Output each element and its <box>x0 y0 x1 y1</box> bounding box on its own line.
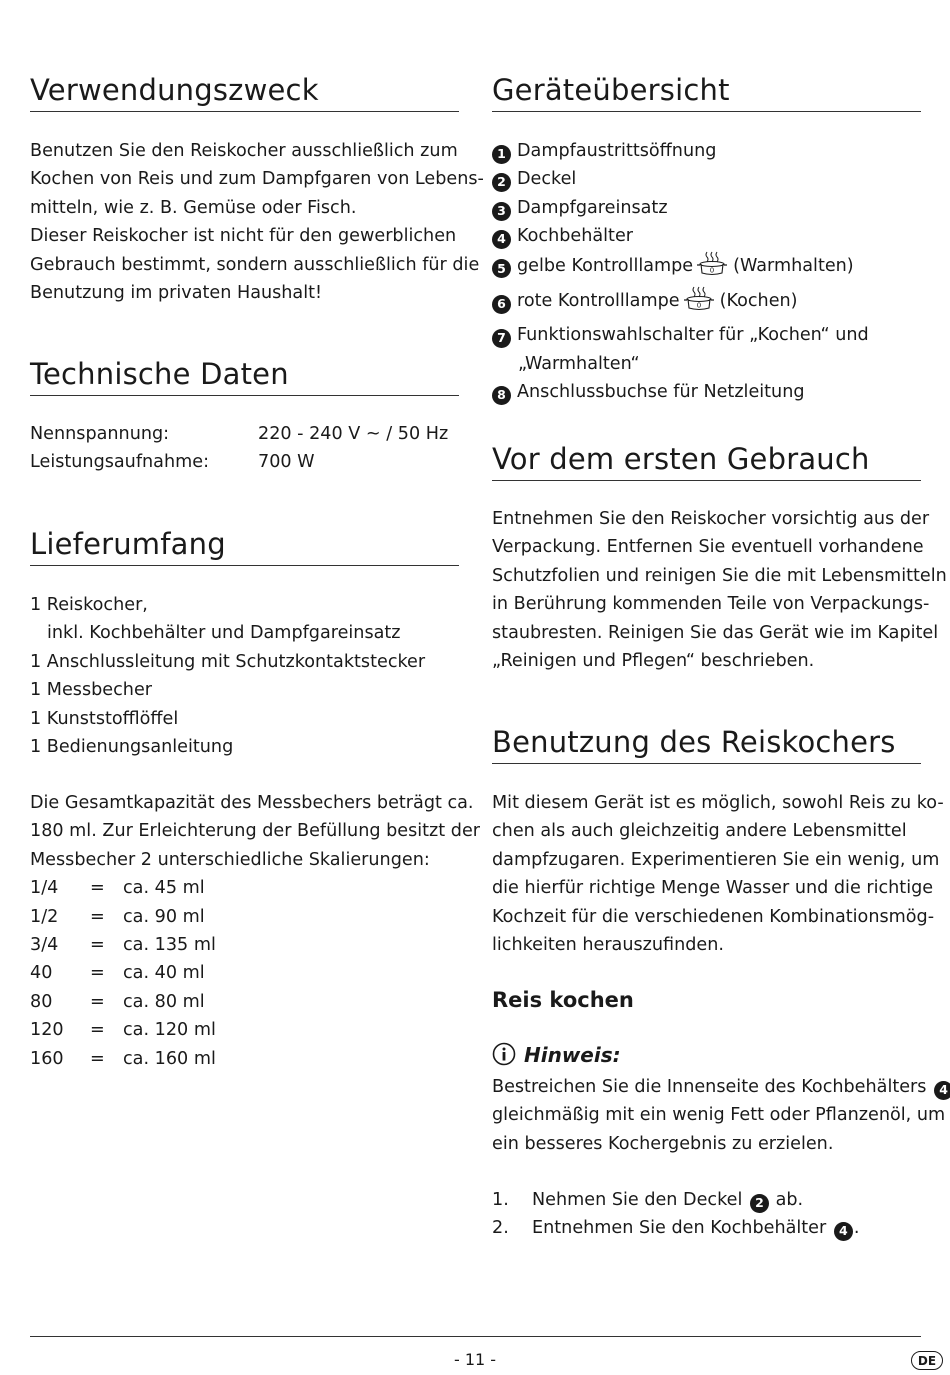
spec-row <box>30 448 459 476</box>
heading-geraeteuebersicht: Geräteübersicht <box>492 70 921 112</box>
spec-label: Leistungsaufnahme: <box>30 452 210 473</box>
spec-value: 700 W <box>258 452 315 473</box>
part-label: gelbe Kontrolllampe <box>517 255 694 276</box>
number-badge: 4 <box>934 1081 950 1100</box>
measure-mark: 1/2 <box>30 906 59 927</box>
verwendung-text <box>30 137 484 307</box>
measure-amount: ca. 90 ml <box>123 906 205 927</box>
text-line: chen als auch gleichzeitig andere Lebensmittel <box>492 821 907 842</box>
part-label: Dampfaustrittsöffnung <box>517 141 717 161</box>
list-item: 1 Messbecher <box>30 680 152 701</box>
step-text-end: ab. <box>775 1190 804 1210</box>
list-item: 1 Bedienungsanleitung <box>30 737 234 758</box>
hinweis-line: Bestreichen Sie die Innenseite des Kochbehälters <box>492 1077 927 1097</box>
number-badge: 4 <box>834 1222 853 1241</box>
text-line <box>492 1073 948 1101</box>
spec-label: Nennspannung: <box>30 424 170 444</box>
part-item <box>492 321 921 349</box>
measure-mark: 3/4 <box>30 935 59 955</box>
text-line: Die Gesamtkapazität des Messbechers beträgt ca. <box>30 793 474 813</box>
info-icon <box>492 1042 516 1074</box>
step-text-end: . <box>853 1218 860 1239</box>
part-item <box>492 137 921 165</box>
text-line: lichkeiten herauszufinden. <box>492 935 725 956</box>
number-badge: 2 <box>750 1194 769 1213</box>
text-line: Verpackung. Entfernen Sie eventuell vorhandene <box>492 537 924 558</box>
measure-mark: 80 <box>30 991 53 1012</box>
text-line: Entnehmen Sie den Reiskocher vorsichtig aus der <box>492 509 930 529</box>
text-line: mitteln, wie z. B. Gemüse oder Fisch. <box>30 197 357 218</box>
text-line: in Berührung kommenden Teile von Verpackungs- <box>492 594 930 615</box>
text-line: Benutzen Sie den Reiskocher ausschließlich zum <box>30 141 458 161</box>
list-item: 1 Anschlussleitung mit Schutzkontaktstecker <box>30 651 426 672</box>
number-badge: 6 <box>492 295 511 314</box>
measure-eq: = <box>90 906 105 927</box>
spec-value: 220 - 240 V ~ / 50 Hz <box>258 424 449 444</box>
list-item: 1 Kunststofflöffel <box>30 708 179 729</box>
text-line: dampfzugaren. Experimentieren Sie ein wenig, um <box>492 849 940 870</box>
text-line: ein besseres Kochergebnis zu erzielen. <box>492 1133 834 1154</box>
list-item: 1 Reiskocher, <box>30 595 148 615</box>
language-badge: DE <box>911 1351 943 1370</box>
subheading-reis-kochen: Reis kochen <box>492 988 634 1012</box>
part-item <box>492 222 921 250</box>
measure-row <box>30 988 459 1016</box>
number-badge: 7 <box>492 329 511 348</box>
heading-technische-daten: Technische Daten <box>30 354 459 396</box>
measure-row <box>30 1045 459 1073</box>
number-badge: 3 <box>492 202 511 221</box>
measure-mark: 1/4 <box>30 878 59 899</box>
part-label: Deckel <box>517 169 577 190</box>
part-suffix: (Warmhalten) <box>733 255 854 276</box>
heading-verwendungszweck: Verwendungszweck <box>30 70 459 112</box>
parts-list <box>492 137 921 407</box>
measure-eq: = <box>90 963 105 984</box>
text-line: staubresten. Reinigen Sie das Gerät wie im Kapitel <box>492 622 939 643</box>
text-line: Benutzung im privaten Haushalt! <box>30 283 323 304</box>
part-label: Dampfgareinsatz <box>517 197 668 218</box>
number-badge: 4 <box>492 230 511 249</box>
number-badge: 2 <box>492 173 511 192</box>
text-line: Dieser Reiskocher ist nicht für den gewerblichen <box>30 226 457 247</box>
measure-mark: 160 <box>30 1048 64 1069</box>
measure-row <box>30 959 459 987</box>
page-number: - 11 - <box>453 1350 497 1369</box>
part-suffix: (Kochen) <box>719 291 798 312</box>
hinweis-label <box>492 1040 621 1074</box>
part-item <box>492 165 921 193</box>
step-number: 2. <box>492 1218 509 1239</box>
text-line: Messbecher 2 unterschiedliche Skalierungen: <box>30 849 430 870</box>
step-item <box>492 1214 921 1242</box>
list-item: inkl. Kochbehälter und Dampfgareinsatz <box>47 623 401 644</box>
measure-amount: ca. 80 ml <box>123 991 205 1012</box>
footer-divider <box>30 1336 921 1337</box>
part-item <box>492 251 921 286</box>
text-line: Mit diesem Gerät ist es möglich, sowohl Reis zu ko- <box>492 793 944 813</box>
text-line: Schutzfolien und reinigen Sie die mit Lebensmitteln <box>492 565 947 586</box>
measure-amount: ca. 40 ml <box>123 963 205 984</box>
measure-eq: = <box>90 991 105 1012</box>
text-line: Kochen von Reis und zum Dampfgaren von Lebens- <box>30 169 484 190</box>
part-label: Kochbehälter <box>517 226 634 247</box>
step-item <box>492 1186 921 1214</box>
measure-amount: ca. 135 ml <box>123 935 216 955</box>
number-badge: 1 <box>492 145 511 164</box>
svg-text:0: 0 <box>709 266 715 275</box>
measure-eq: = <box>90 1020 105 1041</box>
text-line: Kochzeit für die verschiedenen Kombinationsmög- <box>492 906 935 927</box>
spec-table <box>30 420 459 477</box>
capacity-text <box>30 789 480 1073</box>
spec-row <box>30 420 459 448</box>
text-line: „Reinigen und Pflegen“ beschrieben. <box>492 651 815 672</box>
heading-lieferumfang: Lieferumfang <box>30 524 459 566</box>
text-line: Gebrauch bestimmt, sondern ausschließlich für die <box>30 254 480 275</box>
part-label: Funktionswahlschalter für „Kochen“ und <box>517 325 869 346</box>
measure-row <box>30 874 459 902</box>
measure-amount: ca. 120 ml <box>123 1020 216 1041</box>
measure-eq: = <box>90 935 105 955</box>
rice-cooker-cook-icon <box>682 286 716 321</box>
measure-row <box>30 1016 459 1044</box>
part-item <box>492 194 921 222</box>
heading-benutzung: Benutzung des Reiskochers <box>492 722 921 764</box>
number-badge: 5 <box>492 259 511 278</box>
part-item <box>492 378 921 406</box>
hinweis-body <box>492 1073 948 1158</box>
vor-text <box>492 505 947 675</box>
measure-eq: = <box>90 878 105 899</box>
part-item <box>492 286 921 321</box>
measure-mark: 120 <box>30 1020 64 1041</box>
measure-mark: 40 <box>30 963 53 984</box>
rice-cooker-warm-icon <box>695 251 729 286</box>
hinweis-text: Hinweis: <box>524 1043 621 1067</box>
measure-amount: ca. 45 ml <box>123 878 205 899</box>
text-line: 180 ml. Zur Erleichterung der Befüllung besitzt der <box>30 821 480 842</box>
measure-eq: = <box>90 1048 105 1069</box>
heading-vor-dem-ersten-gebrauch: Vor dem ersten Gebrauch <box>492 439 921 481</box>
measure-amount: ca. 160 ml <box>123 1048 216 1069</box>
part-item-continuation: „Warmhalten“ <box>518 353 640 374</box>
text-line: gleichmäßig mit ein wenig Fett oder Pflanzenöl, um <box>492 1105 946 1126</box>
measure-row <box>30 931 459 959</box>
benutzung-text <box>492 789 944 959</box>
number-badge: 8 <box>492 386 511 405</box>
step-text: Nehmen Sie den Deckel <box>532 1190 743 1210</box>
part-label: rote Kontrolllampe <box>517 291 680 312</box>
text-line: die hierfür richtige Menge Wasser und die richtige <box>492 878 934 899</box>
steps-list <box>492 1186 921 1243</box>
delivery-list <box>30 591 459 761</box>
step-number: 1. <box>492 1190 509 1210</box>
part-label: Anschlussbuchse für Netzleitung <box>517 382 805 403</box>
step-text: Entnehmen Sie den Kochbehälter <box>532 1218 827 1239</box>
svg-text:0: 0 <box>696 301 701 310</box>
measure-row <box>30 903 459 931</box>
